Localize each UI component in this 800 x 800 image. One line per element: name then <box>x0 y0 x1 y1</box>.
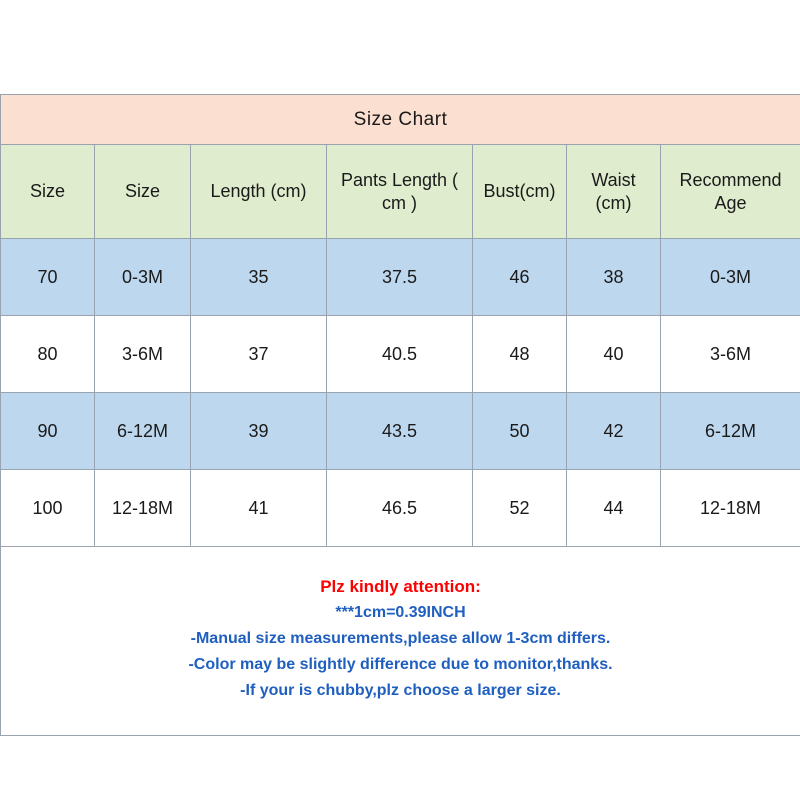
cell-bust: 48 <box>473 316 567 393</box>
cell-length: 37 <box>191 316 327 393</box>
column-header-pants-length: Pants Length ( cm ) <box>327 145 473 239</box>
cell-waist: 44 <box>567 470 661 547</box>
size-chart-container <box>0 94 800 736</box>
column-header-bust: Bust(cm) <box>473 145 567 239</box>
cell-size-number: 100 <box>1 470 95 547</box>
column-header-waist: Waist (cm) <box>567 145 661 239</box>
table-row <box>1 316 800 393</box>
size-chart-table <box>0 94 800 736</box>
cell-size-number: 80 <box>1 316 95 393</box>
cell-pants-length: 37.5 <box>327 239 473 316</box>
cell-bust: 50 <box>473 393 567 470</box>
cell-size-age: 12-18M <box>95 470 191 547</box>
cell-size-age: 3-6M <box>95 316 191 393</box>
table-row <box>1 239 800 316</box>
cell-pants-length: 43.5 <box>327 393 473 470</box>
cell-bust: 52 <box>473 470 567 547</box>
notes-line-color: -Color may be slightly difference due to monitor,thanks. <box>188 656 613 674</box>
cell-recommend-age: 12-18M <box>661 470 800 547</box>
notes-heading: Plz kindly attention: <box>320 577 481 597</box>
notes-row <box>1 547 800 736</box>
cell-recommend-age: 3-6M <box>661 316 800 393</box>
cell-size-number: 90 <box>1 393 95 470</box>
title-row <box>1 95 800 145</box>
column-header-size-number: Size <box>1 145 95 239</box>
notes-line-conversion: ***1cm=0.39INCH <box>335 604 466 622</box>
cell-length: 35 <box>191 239 327 316</box>
column-header-length: Length (cm) <box>191 145 327 239</box>
notes-block <box>1 547 800 736</box>
notes-line-sizing: -If your is chubby,plz choose a larger size. <box>240 682 561 700</box>
table-row <box>1 470 800 547</box>
cell-waist: 42 <box>567 393 661 470</box>
cell-bust: 46 <box>473 239 567 316</box>
cell-recommend-age: 6-12M <box>661 393 800 470</box>
table-row <box>1 393 800 470</box>
cell-size-number: 70 <box>1 239 95 316</box>
table-header-row <box>1 145 800 239</box>
chart-title: Size Chart <box>1 95 800 145</box>
column-header-recommend-age: Recommend Age <box>661 145 800 239</box>
cell-recommend-age: 0-3M <box>661 239 800 316</box>
cell-length: 39 <box>191 393 327 470</box>
cell-length: 41 <box>191 470 327 547</box>
cell-pants-length: 46.5 <box>327 470 473 547</box>
notes-line-measurement: -Manual size measurements,please allow 1-3cm differs. <box>190 630 611 648</box>
cell-size-age: 0-3M <box>95 239 191 316</box>
column-header-size-age: Size <box>95 145 191 239</box>
cell-waist: 38 <box>567 239 661 316</box>
cell-size-age: 6-12M <box>95 393 191 470</box>
cell-pants-length: 40.5 <box>327 316 473 393</box>
cell-waist: 40 <box>567 316 661 393</box>
